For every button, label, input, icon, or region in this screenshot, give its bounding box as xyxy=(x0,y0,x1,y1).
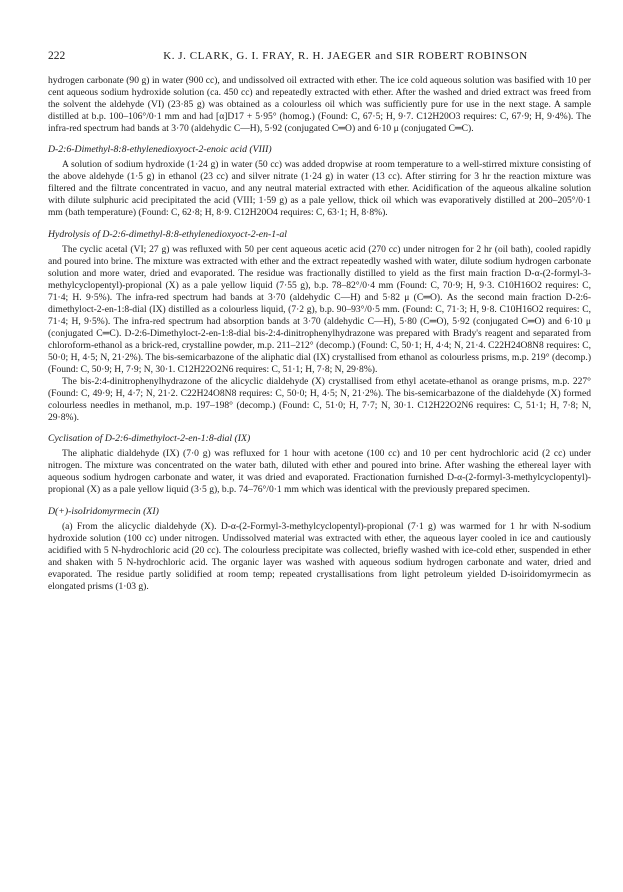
running-header-authors: K. J. CLARK, G. I. FRAY, R. H. JAEGER and SIR ROBERT ROBINSON xyxy=(163,50,528,62)
section-heading-enoic-acid: D-2:6-Dimethyl-8:8-ethylenedioxyoct-2-enoic acid (VIII) xyxy=(48,144,272,156)
page-number: 222 xyxy=(48,50,66,62)
section-heading-hydrolysis: Hydrolysis of D-2:6-dimethyl-8:8-ethylenedioxyoct-2-en-1-al xyxy=(48,228,287,240)
journal-page xyxy=(48,50,591,593)
paragraph-aldehyde-continuation: hydrogen carbonate (90 g) in water (900 cc), and undissolved oil extracted with ether. The ice cold aqueous solution was basified with 10 per cent aqueous sodium hydroxide solution (ca. 450 cc) and repeatedly extracted with ether. After the washed and dried extract was freed from the solvent the aldehyde (VI) (23·85 g) was obtained as a colourless oil which was sufficiently pure for use in the next stage. A sample distilled at b.p. 100–106°/0·1 mm and had [α]D17 + 5·95° (homog.) (Found: C, 67·5; H, 9·7. C12H20O3 requires: C, 67·9; H, 9·4%). The infra-red spectrum had bands at 3·70 (aldehydic C—H), 5·92 (conjugated C═O) and 6·10 μ (conjugated C═C). xyxy=(48,75,591,135)
running-header xyxy=(48,50,591,62)
paragraph-bis-dinitrophenylhydrazone: The bis-2:4-dinitrophenylhydrazone of the alicyclic dialdehyde (X) crystallised from ethyl acetate-ethanol as orange prisms, m.p. 227° (Found: C, 49·9; H, 4·7; N, 21·2. C22H24O8N8 requires: C, 50·0; H, 4·5; N, 21·2%). The bis-semicarbazone of the dialdehyde (X) formed colourless needles in methanol, m.p. 197–198° (decomp.) (Found: C, 51·0; H, 7·7; N, 30·1. C12H22O2N6 requires: C, 51·1; H, 7·8; N, 29·8%). xyxy=(48,376,591,424)
paragraph-hydrolysis: The cyclic acetal (VI; 27 g) was refluxed with 50 per cent aqueous acetic acid (270 cc) under nitrogen for 2 hr (oil bath), cooled rapidly and poured into brine. The mixture was extracted with ether and the extract repeatedly washed with water, dilute sodium hydrogen carbonate solution and more water, dried and evaporated. The residue was fractionally distilled to yield as the first main fraction D-α-(2-formyl-3-methylcyclopentyl)-propional (X) as a pale yellow liquid (7·55 g), b.p. 78–82°/0·4 mm (Found: C, 70·9; H, 9·3. C10H16O2 requires: C, 71·4; H. 9·5%). The infra-red spectrum had bands at 3·70 (aldehydic C—H) and 5·82 μ (C═O). As the second main fraction D-2:6-dimethyloct-2-en-1:8-dial (IX) distilled as a colourless liquid, (7·2 g), b.p. 90–93°/0·5 mm. (Found: C, 71·3; H, 9·8. C10H16O2 requires: C, 71·4; H, 9·5%). The infra-red spectrum had absorption bands at 3·70 (aldehydic C—H), 5·80 (C═O), 5·92 (conjugated C═O) and 6·10 μ (conjugated C═C). D-2:6-Dimethyloct-2-en-1:8-dial bis-2:4-dinitrophenylhydrazone was prepared with Brady's reagent and separated from chloroform-ethanol as a brick-red, crystalline powder, m.p. 211–212° (decomp.) (Found: C, 50·1; H, 4·4; N, 21·4. C22H24O8N8 requires: C, 50·0; H, 4·5; N, 21·2%). The bis-semicarbazone of the aliphatic dial (IX) crystallised from ethanol as colourless prisms, m.p. 219° (decomp.) (Found: C, 50·9; H, 7·9; N, 30·1. C12H22O2N6 requires: C, 51·1; H, 7·8; N, 29·8%). xyxy=(48,243,591,376)
section-heading-isoiridomyrmecin: D(+)-isoIridomyrmecin (XI) xyxy=(48,505,159,517)
section-heading-cyclisation: Cyclisation of D-2:6-dimethyloct-2-en-1:8-dial (IX) xyxy=(48,433,251,445)
paragraph-enoic-acid: A solution of sodium hydroxide (1·24 g) in water (50 cc) was added dropwise at room temperature to a well-stirred mixture consisting of the above aldehyde (1·5 g) in ethanol (23 cc) and silver nitrate (1·24 g) in water (13 cc). After stirring for 3 hr the reaction mixture was filtered and the filtrate concentrated in vacuo, and any neutral material extracted with ether. Acidification of the aqueous alkaline solution with dilute sulphuric acid precipitated the acid (VIII; 1·59 g) as a pale yellow, thick oil which was evaporatively distilled at 200–205°/0·1 mm (bath temperature) (Found: C, 62·8; H, 8·9. C12H20O4 requires: C, 63·1; H, 8·8%). xyxy=(48,159,591,219)
paragraph-cyclisation: The aliphatic dialdehyde (IX) (7·0 g) was refluxed for 1 hour with acetone (100 cc) and 10 per cent hydrochloric acid (2 cc) under nitrogen. The mixture was concentrated on the water bath, diluted with ether and poured into brine. After washing the ethereal layer with aqueous sodium hydrogen carbonate and water, it was dried and evaporated. Fractionation furnished D-α-(2-formyl-3-methylcyclopentyl)-propional (X) as a pale yellow liquid (3·5 g), b.p. 74–76°/0·1 mm which was identical with the previously prepared specimen. xyxy=(48,448,591,496)
paragraph-isoiridomyrmecin-a: (a) From the alicyclic dialdehyde (X). D-α-(2-Formyl-3-methylcyclopentyl)-propional (7·1 g) was warmed for 1 hr with N-sodium hydroxide solution (100 cc) under nitrogen. Undissolved material was extracted with ether, the aqueous layer cooled in ice and cautiously acidified with 5 N-hydrochloric acid (20 cc). The colourless precipitate was collected, briefly washed with ice-cold ether, suspended in ether and shaken with 5 N-hydrochloric acid. The organic layer was washed with aqueous sodium hydrogen carbonate and water, dried and evaporated. The residue partly solidified at room temp; repeated crystallisations from light petroleum yielded D-isoiridomyrmecin as elongated prisms (1·03 g). xyxy=(48,520,591,592)
